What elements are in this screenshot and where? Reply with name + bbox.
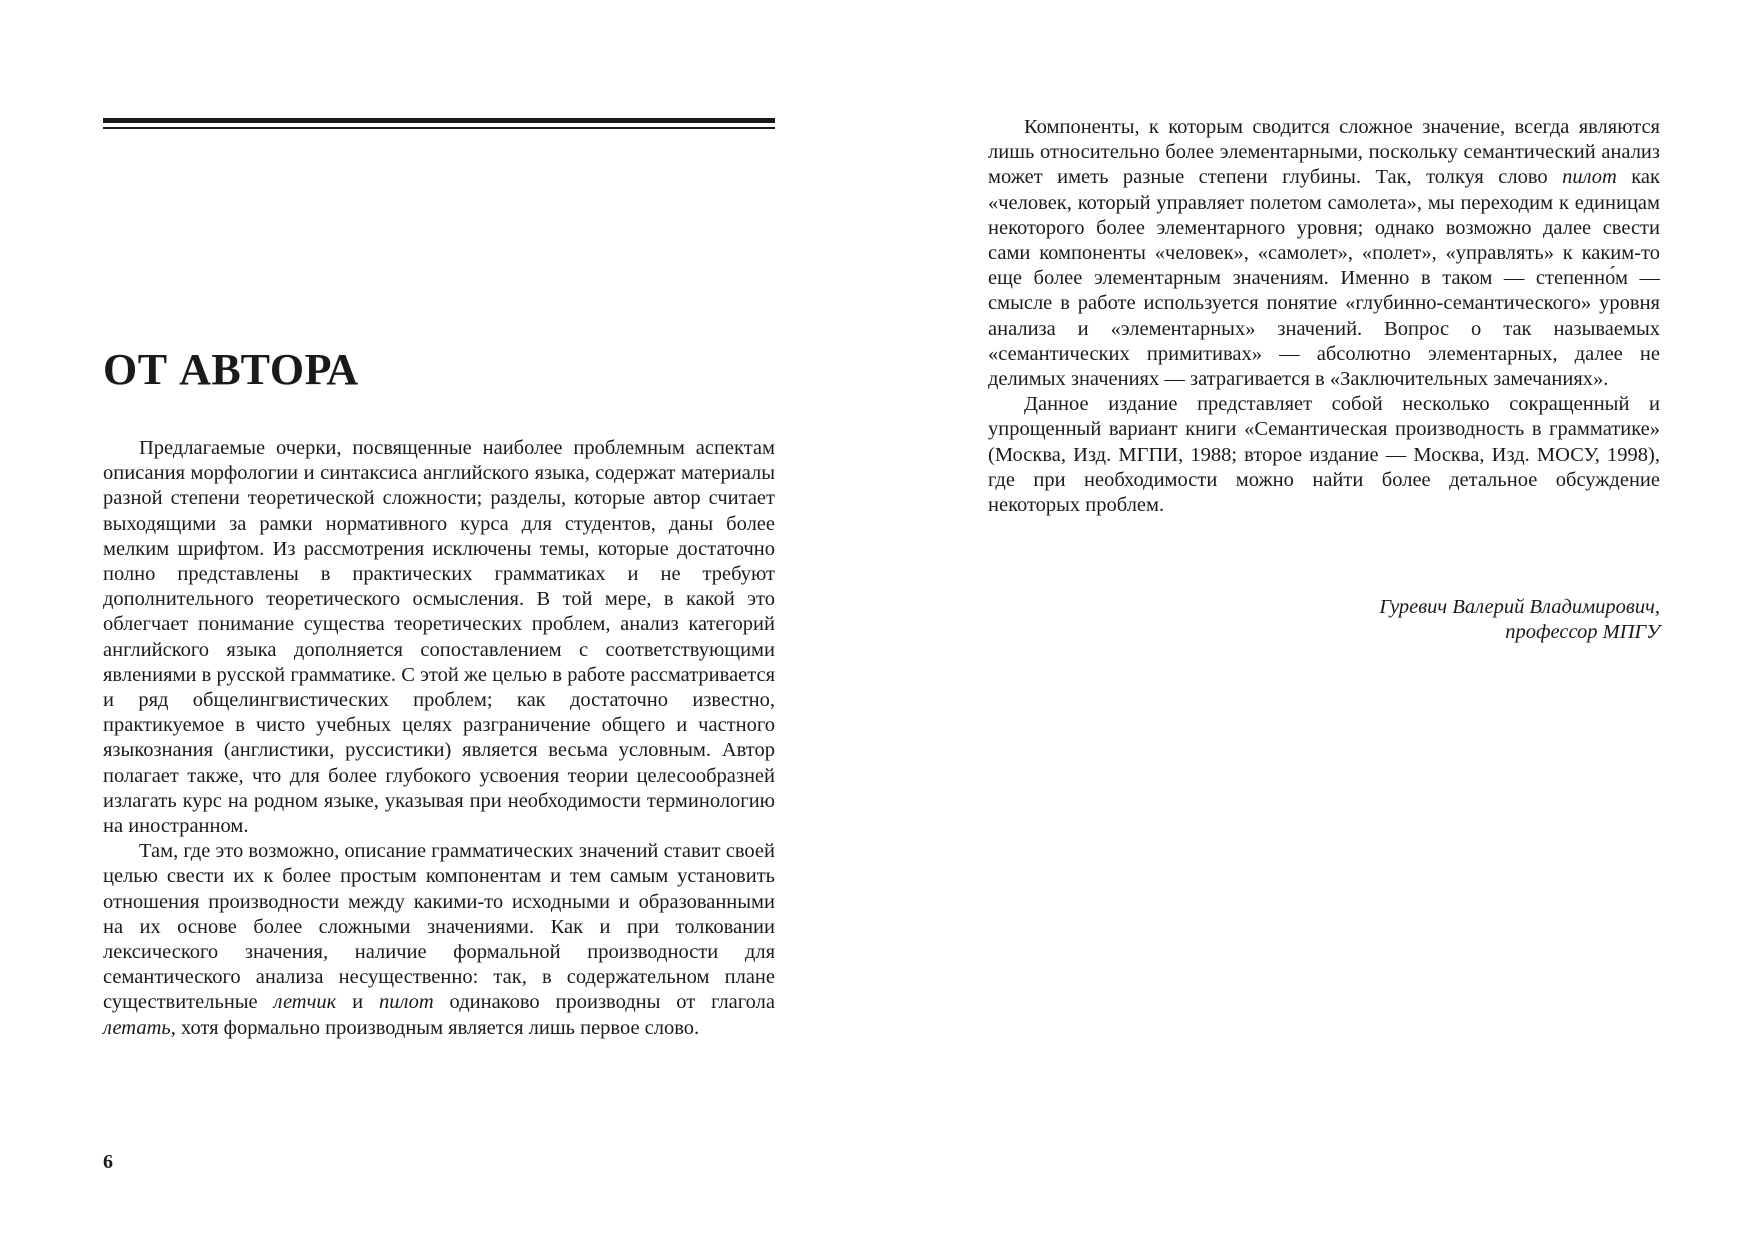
italic-term: пилот <box>378 991 434 1014</box>
left-paragraph-2 <box>103 839 775 1041</box>
italic-term: пилот <box>1562 166 1617 189</box>
right-paragraph-2: Данное издание представляет собой несколько сокращенный и упрощенный вариант книги «Семантическая производность в грамматике» (Москва, Изд. МГПИ, 1988; второе издание — Москва, Изд. МОСУ, 1998), где при необходимости можно найти более детальное обсуждение некоторых проблем. <box>988 393 1660 517</box>
author-title: профессор МПГУ <box>1505 621 1660 644</box>
italic-term: летать <box>103 1016 171 1039</box>
heading-rule-thin <box>103 127 775 129</box>
text-run: Там, где это возможно, описание грамматических значений ставит своей целью свести их к более простым компонентам и тем самым установить отношения производности между какими-то исходными и образованными на их основе более сложными значениями. Как и при толковании лексического значения, наличие формальной производности для семантического анализа несущественно: так, в содержательном плане существительные <box>103 840 775 1014</box>
page-number: 6 <box>103 1151 113 1173</box>
author-signature <box>988 595 1660 645</box>
text-run: Компоненты, к которым сводится сложное значение, всегда являются лишь относительно более элементарными, поскольку семантический анализ может иметь разные степени глубины. Так, толкуя слово <box>988 116 1660 189</box>
text-run: одинаково производны от глагола <box>433 991 775 1014</box>
text-run: , хотя формально производным является лишь первое слово. <box>170 1016 700 1039</box>
left-column <box>103 436 775 1041</box>
right-paragraph-1 <box>988 115 1660 392</box>
right-column <box>988 115 1660 518</box>
author-name: Гуревич Валерий Владимирович, <box>1379 596 1660 618</box>
text-run: как «человек, который управляет полетом самолета», мы переходим к единицам некоторого более элементарного уровня; однако возможно далее свести сами компоненты «человек», «самолет», «полет», «управлять» к каким-то еще более элементарным значениям. Именно в таком — степенно́м — смысле в работе используется понятие «глубинно-семантического» уровня анализа и «элементарных» значений. Вопрос о так называемых «семантических примитивах» — абсолютно элементарных, далее не делимых значениях — затрагивается в «Заключительных замечаниях». <box>988 166 1660 391</box>
text-run: и <box>336 991 379 1014</box>
page-title: ОТ АВТОРА <box>103 345 359 394</box>
heading-rule-thick <box>103 118 775 123</box>
left-paragraph-1: Предлагаемые очерки, посвященные наиболее проблемным аспектам описания морфологии и синтаксиса английского языка, содержат материалы разной степени теоретической сложности; разделы, которые автор считает выходящими за рамки нормативного курса для студентов, даны более мелким шрифтом. Из рассмотрения исключены темы, которые достаточно полно представлены в практических грамматиках и не требуют дополнительного теоретического осмысления. В той мере, в какой это облегчает понимание существа теоретических проблем, анализ категорий английского языка дополняется сопоставлением с соответствующими явлениями в русской грамматике. С этой же целью в работе рассматривается и ряд общелингвистических проблем; как достаточно известно, практикуемое в чисто учебных целях разграничение общего и частного языкознания (англистики, руссистики) является весьма условным. Автор полагает также, что для более глубокого усвоения теории целесообразней излагать курс на родном языке, указывая при необходимости терминологию на иностранном. <box>103 437 775 838</box>
italic-term: летчик <box>273 991 337 1014</box>
